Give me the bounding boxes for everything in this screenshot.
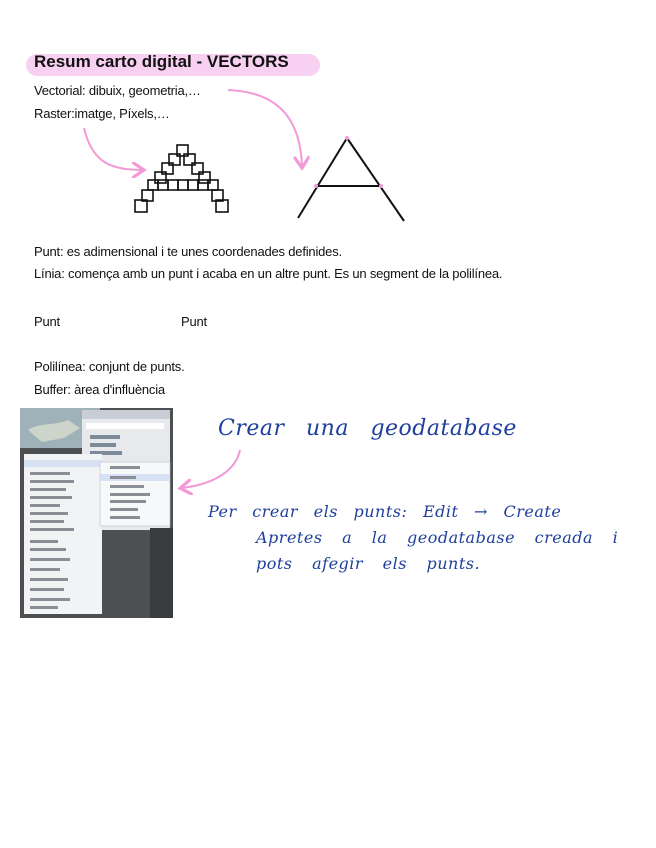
raster-line: Raster:imatge, Píxels,… xyxy=(34,106,170,121)
handwritten-line-2: Per crear els punts: Edit → Create xyxy=(208,502,562,521)
vector-a-icon xyxy=(298,138,404,221)
handwritten-line-4: pots afegir els punts. xyxy=(256,554,481,573)
buffer-definition: Buffer: àrea d'influència xyxy=(34,382,165,397)
linia-definition: Línia: comença amb un punt i acaba en un altre punt. Es un segment de la polilínea. xyxy=(34,266,503,281)
raster-a-icon xyxy=(135,145,228,212)
arrow-screenshot-icon xyxy=(182,450,240,488)
punt-definition: Punt: es adimensional i te unes coordenades definides. xyxy=(34,244,342,259)
vector-vertex-icons xyxy=(314,136,383,188)
polilinea-definition: Polilínea: conjunt de punts. xyxy=(34,359,185,374)
punt-label-left: Punt xyxy=(34,314,60,329)
handwritten-line-3: Apretes a la geodatabase creada i xyxy=(256,528,619,547)
title-block xyxy=(30,52,289,72)
handwritten-line-1: Crear una geodatabase xyxy=(218,416,517,441)
vectorial-line: Vectorial: dibuix, geometria,… xyxy=(34,83,201,98)
arrow-raster-icon xyxy=(84,128,142,170)
arcgis-screenshot-photo xyxy=(20,408,173,618)
punt-label-right: Punt xyxy=(181,314,207,329)
page-title: Resum carto digital - VECTORS xyxy=(34,52,289,71)
arcgis-context-menu-icon xyxy=(20,408,173,618)
arrow-vector-icon xyxy=(228,90,302,166)
